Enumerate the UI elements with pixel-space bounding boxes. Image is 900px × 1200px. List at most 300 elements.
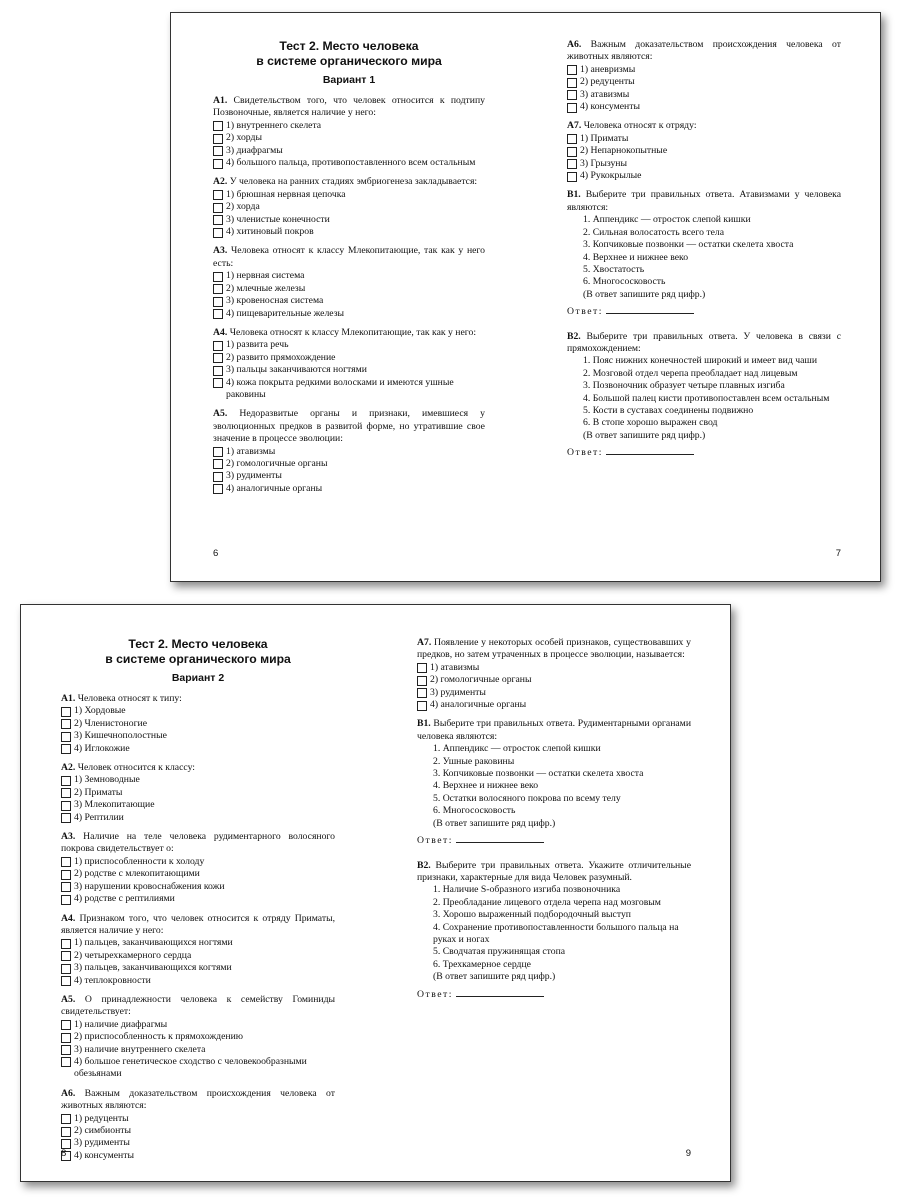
question-text xyxy=(61,693,335,705)
choice-item: 6. Многососковость xyxy=(433,805,516,817)
option-label: 1) атавизмы xyxy=(430,661,480,673)
question-number: А5. xyxy=(61,993,76,1005)
choice-item: 5. Сводчатая пружинящая стопа xyxy=(433,946,566,958)
option-label: 3) пальцы заканчиваются ногтями xyxy=(226,364,367,376)
answer-blank[interactable] xyxy=(456,842,544,843)
question-prompt: Недоразвитые органы и признаки, имевшиеся у эволюционных предков в развитой форме, но утратившие свое значение в процессе эволюции: xyxy=(213,408,485,445)
answer-option[interactable] xyxy=(61,893,335,905)
choice-item: 4. Большой палец кисти противопоставлен всем остальным xyxy=(583,392,830,404)
question-number: А7. xyxy=(567,120,582,132)
option-label: 1) пальцев, заканчивающихся ногтями xyxy=(74,937,233,949)
answer-option[interactable] xyxy=(61,1125,335,1137)
answer-field[interactable] xyxy=(567,306,841,318)
answer-option[interactable] xyxy=(213,483,485,495)
page-6 xyxy=(213,13,485,581)
answer-option[interactable] xyxy=(213,295,485,307)
option-label: 3) рудименты xyxy=(74,1137,130,1149)
checkbox[interactable] xyxy=(61,895,71,905)
answer-option[interactable] xyxy=(61,937,335,949)
b-question-list xyxy=(567,189,841,459)
checkbox[interactable] xyxy=(567,147,577,157)
b-question-list xyxy=(417,718,691,1001)
checkbox[interactable] xyxy=(213,146,223,156)
answer-option[interactable] xyxy=(213,145,485,157)
option-label: 2) редуценты xyxy=(580,76,635,88)
choice-item: 1. Наличие S-образного изгиба позвоночника xyxy=(433,884,621,896)
option-label: 1) брюшная нервная цепочка xyxy=(226,188,346,200)
answer-label: Ответ: xyxy=(417,988,453,1000)
question xyxy=(567,120,841,182)
choice-item: 2. Сильная волосатость всего тела xyxy=(583,226,725,238)
option-label: 1) приспособленности к холоду xyxy=(74,855,205,867)
option-label: 3) Кишечнополостные xyxy=(74,730,167,742)
answer-option[interactable] xyxy=(213,458,485,470)
checkbox[interactable] xyxy=(213,284,223,294)
answer-field[interactable] xyxy=(417,989,691,1001)
option-label: 4) родстве с рептилиями xyxy=(74,893,175,905)
checkbox[interactable] xyxy=(61,707,71,717)
choice-item: 2. Ушные раковины xyxy=(433,755,515,767)
answer-option[interactable] xyxy=(213,377,485,402)
answer-field[interactable] xyxy=(567,447,841,459)
page-9 xyxy=(417,605,691,1181)
checkbox[interactable] xyxy=(61,976,71,986)
checkbox[interactable] xyxy=(567,78,577,88)
answer-choices xyxy=(567,355,841,442)
question xyxy=(61,913,335,987)
answer-option[interactable] xyxy=(417,687,691,699)
answer-option[interactable] xyxy=(61,1056,335,1081)
question xyxy=(567,39,841,113)
question-prompt: Человека относят к классу Млекопитающие, так как у него: xyxy=(229,326,477,338)
answer-option[interactable] xyxy=(417,674,691,686)
question-prompt: Признаком того, что человек относится к отряду Приматы, является наличие у него: xyxy=(61,912,335,936)
question xyxy=(61,831,335,905)
option-label: 1) редуценты xyxy=(74,1112,129,1124)
checkbox[interactable] xyxy=(61,1045,71,1055)
option-label: 2) четырехкамерного сердца xyxy=(74,949,192,961)
option-label: 3) рудименты xyxy=(430,686,486,698)
answer-option[interactable] xyxy=(567,170,841,182)
checkbox[interactable] xyxy=(61,813,71,823)
question-number: А2. xyxy=(213,176,228,188)
answer-option[interactable] xyxy=(61,1019,335,1031)
choice-item: 4. Верхнее и нижнее веко xyxy=(433,780,539,792)
checkbox[interactable] xyxy=(61,776,71,786)
page-number: 7 xyxy=(835,548,841,559)
checkbox[interactable] xyxy=(61,882,71,892)
checkbox[interactable] xyxy=(213,309,223,319)
variant-label: Вариант 2 xyxy=(171,672,225,684)
option-label: 2) Членистоногие xyxy=(74,717,148,729)
choice-item: 6. Трехкамерное сердце xyxy=(433,958,531,970)
title-line-2: в системе органического мира xyxy=(256,53,442,68)
option-label: 1) Приматы xyxy=(580,132,629,144)
question-prompt: Свидетельством того, что человек относится к подтипу Позвоночные, является наличие у него: xyxy=(213,95,486,119)
question-text xyxy=(213,95,485,120)
question-number: А1. xyxy=(61,693,76,704)
checkbox[interactable] xyxy=(61,801,71,811)
book-spread-pages-8-9 xyxy=(20,604,731,1182)
choice-item: 1. Аппендикс — отросток слепой кишки xyxy=(433,743,601,755)
question-number: А3. xyxy=(213,245,228,257)
option-label: 3) диафрагмы xyxy=(226,144,283,156)
answer-option[interactable] xyxy=(213,308,485,320)
question-text xyxy=(567,189,841,214)
option-label: 4) консументы xyxy=(580,101,640,113)
page-number: 9 xyxy=(685,1148,691,1159)
answer-option[interactable] xyxy=(213,201,485,213)
checkbox[interactable] xyxy=(61,939,71,949)
question-list xyxy=(567,39,841,182)
checkbox[interactable] xyxy=(213,121,223,131)
question-prompt: О принадлежности человека к семейству Гоминиды свидетельствует: xyxy=(61,993,336,1018)
question xyxy=(213,95,485,169)
question-prompt: Выберите три правильных ответа. У человека в связи с прямохождением: xyxy=(567,330,842,354)
answer-option[interactable] xyxy=(61,1150,335,1162)
answer-field[interactable] xyxy=(417,835,691,847)
b-question xyxy=(567,331,841,460)
answer-option[interactable] xyxy=(417,662,691,674)
option-label: 4) большого пальца, противопоставленного всем остальным xyxy=(226,157,476,169)
checkbox[interactable] xyxy=(567,134,577,144)
question-prompt: Выберите три правильных ответа. Укажите отличительные признаки, характерные для вида Человек разумный. xyxy=(417,859,691,883)
option-label: 2) приспособленность к прямохождению xyxy=(74,1031,244,1043)
checkbox[interactable] xyxy=(213,366,223,376)
answer-option[interactable] xyxy=(61,812,335,824)
question-text xyxy=(213,176,485,188)
option-label: 2) родстве с млекопитающими xyxy=(74,868,200,880)
question-text xyxy=(567,120,841,132)
answer-option[interactable] xyxy=(61,730,335,742)
option-label: 2) развито прямохождение xyxy=(226,351,336,363)
variant-label: Вариант 1 xyxy=(322,74,376,86)
b-question xyxy=(567,189,841,318)
question-prompt: Человек относится к классу: xyxy=(77,762,195,774)
checkbox[interactable] xyxy=(61,1114,71,1124)
checkbox[interactable] xyxy=(61,719,71,729)
checkbox[interactable] xyxy=(213,190,223,200)
title-line-1: Тест 2. Место человека xyxy=(128,637,268,651)
answer-choices xyxy=(417,743,691,830)
answer-option[interactable] xyxy=(61,868,335,880)
question xyxy=(213,327,485,401)
b-question xyxy=(417,860,691,1001)
question-text xyxy=(567,331,841,356)
question xyxy=(61,762,335,824)
choice-item: 5. Хвостатость xyxy=(583,263,645,275)
page-number: 8 xyxy=(61,1148,67,1159)
page-8 xyxy=(61,605,335,1181)
question-text xyxy=(213,245,485,270)
instruction-note: (В ответ запишите ряд цифр.) xyxy=(583,429,706,441)
question-prompt: Наличие на теле человека рудиментарного волосяного покрова свидетельствует о: xyxy=(61,831,336,855)
question-prompt: Выберите три правильных ответа. Атавизмами у человека являются: xyxy=(567,189,842,213)
checkbox[interactable] xyxy=(213,484,223,494)
checkbox[interactable] xyxy=(213,447,223,457)
answer-option[interactable] xyxy=(61,950,335,962)
title-line-1: Тест 2. Место человека xyxy=(279,39,419,53)
answer-option[interactable] xyxy=(61,1044,335,1056)
answer-option[interactable] xyxy=(567,76,841,88)
checkbox[interactable] xyxy=(417,688,427,698)
title-line-2: в системе органического мира xyxy=(105,651,291,666)
answer-option[interactable] xyxy=(61,799,335,811)
answer-option[interactable] xyxy=(213,270,485,282)
choice-item: 4. Верхнее и нижнее веко xyxy=(583,251,689,263)
checkbox[interactable] xyxy=(61,857,71,867)
checkbox[interactable] xyxy=(213,228,223,238)
question-number: А4. xyxy=(61,912,76,924)
answer-option[interactable] xyxy=(61,1137,335,1149)
choice-item: 5. Остатки волосяного покрова по всему телу xyxy=(433,792,621,804)
choice-item: 3. Позвоночник образует четыре плавных изгиба xyxy=(583,380,785,392)
instruction-note: (В ответ запишите ряд цифр.) xyxy=(433,971,556,983)
option-label: 4) аналогичные органы xyxy=(226,482,323,494)
answer-option[interactable] xyxy=(61,787,335,799)
question xyxy=(213,176,485,238)
test-title xyxy=(213,39,485,68)
answer-option[interactable] xyxy=(61,975,335,987)
page-7 xyxy=(567,13,841,581)
choice-item: 6. В стопе хорошо выражен свод xyxy=(583,417,718,429)
instruction-note: (В ответ запишите ряд цифр.) xyxy=(433,817,556,829)
option-label: 2) Непарнокопытные xyxy=(580,145,668,157)
checkbox[interactable] xyxy=(61,1127,71,1137)
checkbox[interactable] xyxy=(417,676,427,686)
checkbox[interactable] xyxy=(213,459,223,469)
question xyxy=(61,693,335,755)
checkbox[interactable] xyxy=(61,1020,71,1030)
question-number: А5. xyxy=(213,408,228,420)
checkbox[interactable] xyxy=(417,701,427,711)
question-number: В2. xyxy=(567,330,581,342)
checkbox[interactable] xyxy=(213,341,223,351)
question-text xyxy=(61,831,335,856)
answer-option[interactable] xyxy=(213,157,485,169)
checkbox[interactable] xyxy=(213,297,223,307)
choice-item: 2. Преобладание лицевого отдела черепа над мозговым xyxy=(433,896,661,908)
answer-choices xyxy=(567,214,841,301)
checkbox[interactable] xyxy=(61,732,71,742)
answer-choices xyxy=(417,884,691,983)
option-label: 2) млечные железы xyxy=(226,282,306,294)
question-prompt: Человека относят к отряду: xyxy=(583,120,697,132)
choice-item: 3. Копчиковые позвонки — остатки скелета хвоста xyxy=(583,239,794,251)
option-label: 3) Грызуны xyxy=(580,157,627,169)
question-prompt: Человека относят к классу Млекопитающие, так как у него есть: xyxy=(213,245,485,269)
answer-blank[interactable] xyxy=(456,996,544,997)
answer-label: Ответ: xyxy=(417,835,453,847)
book-spread-pages-6-7 xyxy=(170,12,881,582)
option-label: 1) нервная система xyxy=(226,270,305,282)
option-label: 1) атавизмы xyxy=(226,445,276,457)
answer-option[interactable] xyxy=(567,133,841,145)
checkbox[interactable] xyxy=(213,134,223,144)
checkbox[interactable] xyxy=(567,172,577,182)
answer-option[interactable] xyxy=(213,132,485,144)
answer-option[interactable] xyxy=(567,89,841,101)
answer-option[interactable] xyxy=(61,1031,335,1043)
answer-option[interactable] xyxy=(61,743,335,755)
answer-option[interactable] xyxy=(61,962,335,974)
checkbox[interactable] xyxy=(213,203,223,213)
option-label: 3) пальцев, заканчивающихся когтями xyxy=(74,962,232,974)
b-question xyxy=(417,718,691,847)
question-number: А1. xyxy=(213,95,228,106)
question xyxy=(61,994,335,1081)
answer-option[interactable] xyxy=(61,774,335,786)
checkbox[interactable] xyxy=(567,65,577,75)
checkbox[interactable] xyxy=(567,159,577,169)
choice-item: 1. Пояс нижних конечностей широкий и имеет вид чаши xyxy=(583,355,818,367)
option-label: 4) кожа покрыта редкими волосками и имеются ушные раковины xyxy=(226,376,454,400)
question-text xyxy=(213,408,485,445)
option-label: 4) хитиновый покров xyxy=(226,226,314,238)
checkbox[interactable] xyxy=(61,744,71,754)
checkbox[interactable] xyxy=(61,1057,71,1067)
checkbox[interactable] xyxy=(213,378,223,388)
option-label: 2) хорда xyxy=(226,201,260,213)
question-text xyxy=(61,762,335,774)
option-label: 2) Приматы xyxy=(74,786,123,798)
choice-item: 3. Хорошо выраженный подбородочный выступ xyxy=(433,909,631,921)
question-text xyxy=(213,327,485,339)
answer-option[interactable] xyxy=(417,699,691,711)
answer-option[interactable] xyxy=(213,214,485,226)
answer-option[interactable] xyxy=(61,856,335,868)
answer-option[interactable] xyxy=(213,364,485,376)
answer-blank[interactable] xyxy=(606,313,694,314)
option-label: 4) теплокровности xyxy=(74,974,151,986)
question xyxy=(213,245,485,319)
option-label: 4) аналогичные органы xyxy=(430,699,527,711)
choice-item: 4. Сохранение противопоставленности большого пальца на руках и ногах xyxy=(433,921,679,945)
answer-option[interactable] xyxy=(567,158,841,170)
answer-option[interactable] xyxy=(61,718,335,730)
checkbox[interactable] xyxy=(417,663,427,673)
option-label: 1) внутреннего скелета xyxy=(226,119,322,131)
choice-item: 1. Аппендикс — отросток слепой кишки xyxy=(583,214,751,226)
answer-option[interactable] xyxy=(567,64,841,76)
question xyxy=(417,637,691,711)
question-prompt: Важным доказательством происхождения человека от животных являются: xyxy=(61,1087,335,1112)
checkbox[interactable] xyxy=(213,159,223,169)
answer-option[interactable] xyxy=(61,705,335,717)
option-label: 1) аневризмы xyxy=(580,63,636,75)
choice-item: 3. Копчиковые позвонки — остатки скелета хвоста xyxy=(433,768,644,780)
checkbox[interactable] xyxy=(61,964,71,974)
option-label: 4) Иглокожие xyxy=(74,742,130,754)
test-title xyxy=(61,637,335,666)
option-label: 1) наличие диафрагмы xyxy=(74,1018,168,1030)
choice-item: 2. Мозговой отдел черепа преобладает над лицевым xyxy=(583,367,798,379)
option-label: 3) кровеносная система xyxy=(226,295,324,307)
option-label: 4) Рукокрылые xyxy=(580,170,642,182)
choice-item: 6. Многососковость xyxy=(583,276,666,288)
option-label: 1) Хордовые xyxy=(74,705,126,717)
question xyxy=(213,408,485,495)
option-label: 2) гомологичные органы xyxy=(430,674,532,686)
question-number: А7. xyxy=(417,637,432,648)
choice-item: 5. Кости в суставах соединены подвижно xyxy=(583,404,754,416)
answer-option[interactable] xyxy=(213,352,485,364)
answer-option[interactable] xyxy=(213,226,485,238)
checkbox[interactable] xyxy=(213,272,223,282)
answer-option[interactable] xyxy=(213,283,485,295)
checkbox[interactable] xyxy=(213,472,223,482)
question xyxy=(61,1088,335,1162)
answer-option[interactable] xyxy=(213,120,485,132)
question-text xyxy=(61,1088,335,1113)
question-text xyxy=(61,913,335,938)
answer-option[interactable] xyxy=(213,189,485,201)
question-number: А6. xyxy=(567,39,582,50)
option-label: 3) атавизмы xyxy=(580,88,630,100)
question-text xyxy=(417,860,691,885)
option-label: 2) симбионты xyxy=(74,1125,131,1136)
answer-option[interactable] xyxy=(61,881,335,893)
option-label: 2) хорды xyxy=(226,132,262,144)
question-text xyxy=(61,994,335,1019)
question-number: В2. xyxy=(417,859,431,871)
question-number: А4. xyxy=(213,326,228,338)
checkbox[interactable] xyxy=(61,1033,71,1043)
checkbox[interactable] xyxy=(213,353,223,363)
answer-option[interactable] xyxy=(213,470,485,482)
question-number: А6. xyxy=(61,1087,76,1099)
option-label: 1) развита речь xyxy=(226,339,289,351)
question-number: В1. xyxy=(417,718,431,730)
answer-option[interactable] xyxy=(567,101,841,113)
answer-option[interactable] xyxy=(213,339,485,351)
option-label: 3) наличие внутреннего скелета xyxy=(74,1043,206,1055)
option-label: 3) нарушении кровоснабжения кожи xyxy=(74,880,225,892)
option-label: 4) консументы xyxy=(74,1149,134,1161)
instruction-note: (В ответ запишите ряд цифр.) xyxy=(583,288,706,300)
option-label: 3) рудименты xyxy=(226,470,282,482)
answer-label: Ответ: xyxy=(567,306,603,318)
question-number: А3. xyxy=(61,831,76,843)
question-prompt: Важным доказательством происхождения человека от животных являются: xyxy=(567,39,841,63)
question-number: В1. xyxy=(567,189,581,201)
question-list xyxy=(61,693,335,1162)
question-prompt: Выберите три правильных ответа. Рудиментарными органами человека являются: xyxy=(417,718,691,742)
question-text xyxy=(417,637,691,662)
question-list xyxy=(213,95,485,495)
answer-option[interactable] xyxy=(567,145,841,157)
question-prompt: Человека относят к типу: xyxy=(77,693,182,704)
checkbox[interactable] xyxy=(567,103,577,113)
question-list xyxy=(417,637,691,711)
option-label: 2) гомологичные органы xyxy=(226,457,328,469)
checkbox[interactable] xyxy=(567,90,577,100)
question-text xyxy=(417,718,691,743)
answer-blank[interactable] xyxy=(606,454,694,455)
answer-option[interactable] xyxy=(61,1113,335,1125)
answer-label: Ответ: xyxy=(567,447,603,459)
option-label: 4) пищеварительные железы xyxy=(226,307,345,319)
checkbox[interactable] xyxy=(61,870,71,880)
question-text xyxy=(567,39,841,64)
checkbox[interactable] xyxy=(213,215,223,225)
option-label: 4) большое генетическое сходство с человекообразными обезьянами xyxy=(74,1055,307,1080)
checkbox[interactable] xyxy=(61,951,71,961)
checkbox[interactable] xyxy=(61,788,71,798)
answer-option[interactable] xyxy=(213,446,485,458)
option-label: 1) Земноводные xyxy=(74,774,140,786)
page-number: 6 xyxy=(213,548,219,559)
